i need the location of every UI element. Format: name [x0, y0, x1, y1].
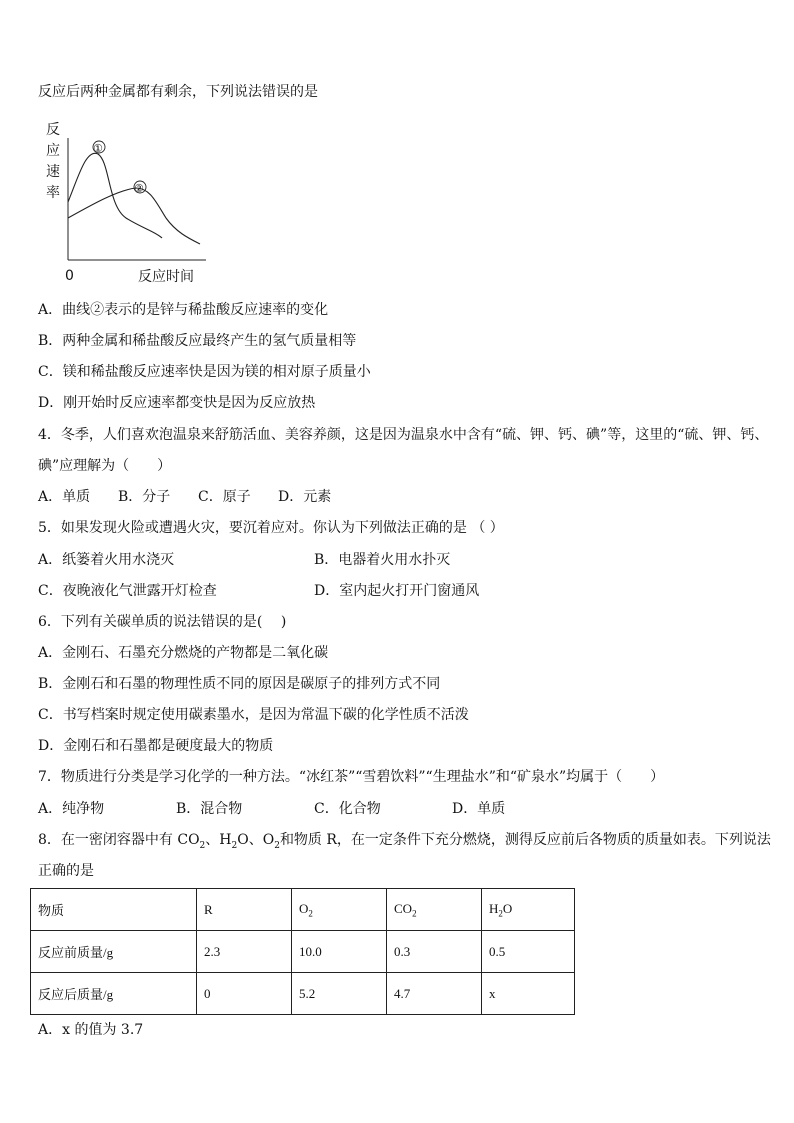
q6-option-d: D．金刚石和石墨都是硬度最大的物质 [38, 738, 274, 754]
o2-subscript: 2 [274, 840, 280, 851]
q5-option-c: C．夜晚液化气泄露开灯检查 [38, 583, 217, 599]
question-3-stem: 反应后两种金属都有剩余，下列说法错误的是 [38, 84, 318, 100]
cell-co2-after: 4.7 [387, 973, 482, 1015]
curve-1-label: ① [93, 142, 103, 155]
q4-options [38, 487, 331, 507]
header-h2o: $H_2O$ [482, 889, 575, 931]
q4-option-b: B．分子 [118, 489, 171, 505]
mass-data-table [30, 888, 575, 1015]
header-o2: $O_2$ [292, 889, 387, 931]
q5-options-row-1 [38, 550, 450, 570]
graph-ylabel-char-4: 率 [46, 185, 60, 201]
row-label: 反应前质量/g [31, 931, 197, 973]
q3-option-a: A．曲线②表示的是锌与稀盐酸反应速率的变化 [38, 302, 329, 318]
q5-options-row-2 [38, 581, 479, 601]
cell-o2-before: 10.0 [292, 931, 387, 973]
question-8-stem-line-2: 正确的是 [38, 863, 94, 879]
q7-option-c: C．化合物 [314, 801, 381, 817]
graph-ylabel-char-2: 应 [46, 143, 60, 159]
curve-2 [68, 188, 200, 244]
q3-option-d: D．刚开始时反应速率都变快是因为反应放热 [38, 395, 316, 411]
q3-option-b: B．两种金属和稀盐酸反应最终产生的氢气质量相等 [38, 333, 357, 349]
q8-stem-part-1: 8．在一密闭容器中有 CO [38, 832, 200, 848]
q7-option-b: B．混合物 [176, 801, 243, 817]
q8-stem-part-2: 、H [205, 832, 232, 848]
question-4-stem-line-2: 碘”应理解为（ ） [38, 458, 172, 474]
cell-o2-after: 5.2 [292, 973, 387, 1015]
q8-option-a: A．x 的值为 3.7 [38, 1022, 144, 1038]
table-row [31, 931, 575, 973]
q7-option-d: D．单质 [452, 801, 506, 817]
q7-options [38, 799, 505, 819]
cell-h2o-after: x [482, 973, 575, 1015]
row-label: 反应后质量/g [31, 973, 197, 1015]
q5-option-a: A．纸篓着火用水浇灭 [38, 552, 175, 568]
q4-option-a: A．单质 [38, 489, 91, 505]
q6-option-a: A．金刚石、石墨充分燃烧的产物都是二氧化碳 [38, 645, 329, 661]
curve-1 [68, 153, 162, 238]
question-7-stem: 7．物质进行分类是学习化学的一种方法。“冰红茶”“雪碧饮料”“生理盐水”和“矿泉水”均属于（ ） [38, 769, 665, 785]
table-row [31, 973, 575, 1015]
curve-2-label: ② [134, 182, 144, 195]
reaction-rate-graph [38, 118, 218, 288]
q4-option-d: D．元素 [278, 489, 332, 505]
q8-stem-part-3: O、O [237, 832, 275, 848]
co2-subscript: 2 [199, 840, 206, 851]
cell-r-before: 2.3 [197, 931, 292, 973]
q5-option-d: D．室内起火打开门窗通风 [314, 583, 480, 599]
q6-option-c: C．书写档案时规定使用碳素墨水，是因为常温下碳的化学性质不活泼 [38, 707, 469, 723]
q7-option-a: A．纯净物 [38, 801, 105, 817]
graph-ylabel-char-1: 反 [46, 122, 60, 138]
q3-option-c: C．镁和稀盐酸反应速率快是因为镁的相对原子质量小 [38, 364, 371, 380]
header-r: R [197, 889, 292, 931]
h2o-subscript: 2 [231, 840, 238, 851]
cell-h2o-before: 0.5 [482, 931, 575, 973]
question-6-stem: 6．下列有关碳单质的说法错误的是( ) [38, 614, 287, 630]
question-5-stem: 5．如果发现火险或遭遇火灾，要沉着应对。你认为下列做法正确的是 （ ） [38, 520, 504, 536]
graph-origin-label: 0 [65, 268, 74, 284]
header-co2: $CO_2$ [387, 889, 482, 931]
question-4-stem-line-1: 4．冬季，人们喜欢泡温泉来舒筋活血、美容养颜，这是因为温泉水中含有“硫、钾、钙、碘”等，这里的“硫、钾、钙、 [38, 427, 769, 443]
question-8-stem-line-1 [38, 830, 771, 856]
header-substance: 物质 [31, 889, 197, 931]
q6-option-b: B．金刚石和石墨的物理性质不同的原因是碳原子的排列方式不同 [38, 676, 441, 692]
q5-option-b: B．电器着火用水扑灭 [314, 552, 451, 568]
q4-option-c: C．原子 [198, 489, 251, 505]
graph-x-label: 反应时间 [138, 269, 194, 285]
cell-r-after: 0 [197, 973, 292, 1015]
graph-ylabel-char-3: 速 [46, 164, 60, 180]
cell-co2-before: 0.3 [387, 931, 482, 973]
table-header-row [31, 889, 575, 931]
q8-stem-part-4: 和物质 R，在一定条件下充分燃烧，测得反应前后各物质的质量如表。下列说法 [279, 832, 771, 848]
